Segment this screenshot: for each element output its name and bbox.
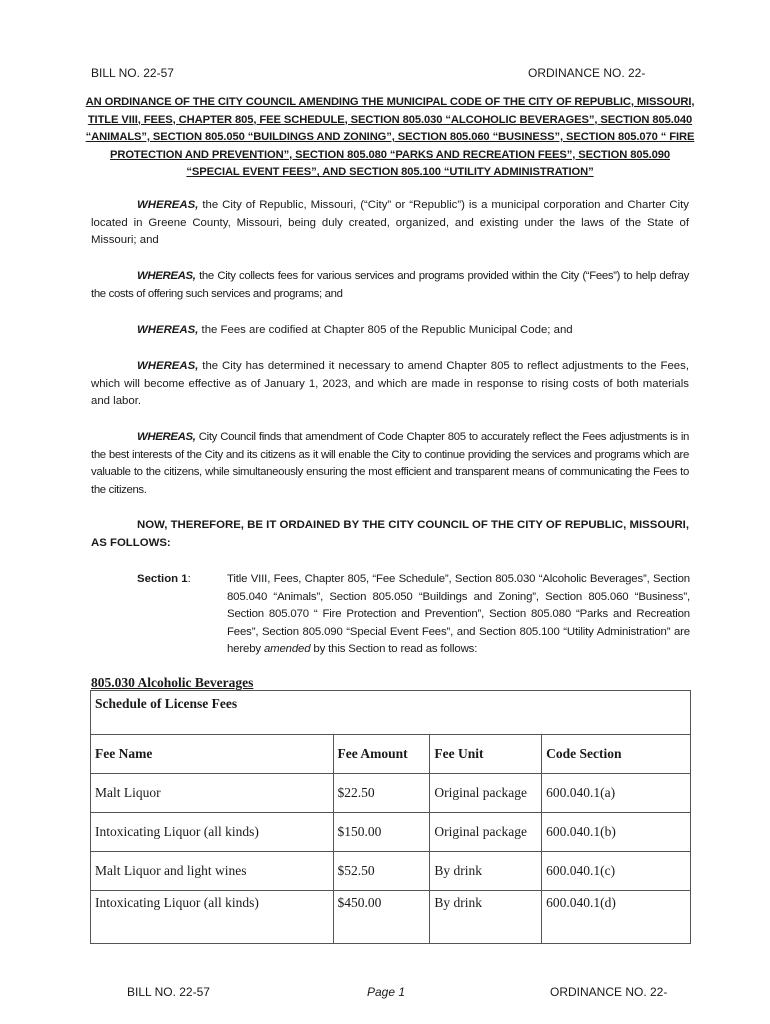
column-header-fee-amount: Fee Amount bbox=[333, 735, 430, 774]
section-1-emphasis: amended bbox=[263, 643, 311, 656]
code-section-cell: 600.040.1(a) bbox=[542, 774, 691, 813]
table-row bbox=[91, 852, 691, 891]
section-1-text-before: Title VIII, Fees, Chapter 805, “Fee Schedule”, Section 805.030 “Alcoholic Beverages”, Section 805.040 “Animals”, Section 805.050 “Buildings and Zoning”, Section 805.060 “Business”, Section 805.070 “ Fire Protection and Prevention”, Section 805.080 “Parks and Recreation Fees”, Section 805.090 “Special Event Fees”, and Section 805.100 “Utility Administration” are hereby bbox=[227, 573, 690, 656]
code-section-cell: 600.040.1(c) bbox=[542, 852, 691, 891]
footer-page-number: Page 1 bbox=[367, 985, 406, 999]
license-fee-table bbox=[90, 690, 691, 944]
footer-ordinance-number: ORDINANCE NO. 22- bbox=[550, 985, 668, 999]
column-header-fee-name: Fee Name bbox=[91, 735, 334, 774]
fee-unit-cell: By drink bbox=[430, 891, 542, 944]
fee-amount-cell: $450.00 bbox=[333, 891, 430, 944]
ordinance-title: AN ORDINANCE OF THE CITY COUNCIL AMENDING THE MUNICIPAL CODE OF THE CITY OF REPUBLIC, MISSOURI, TITLE VIII, FEES, CHAPTER 805, FEE SCHEDULE, SECTION 805.030 “ALCOHOLIC BEVERAGES”, SECTION 805.040 “ANIMALS”, SECTION 805.050 “BUILDINGS AND ZONING”, SECTION 805.060 “BUSINESS”, SECTION 805.070 “ FIRE PROTECTION AND PREVENTION”, SECTION 805.080 “PARKS AND RECREATION FEES”, SECTION 805.090 “SPECIAL EVENT FEES”, AND SECTION 805.100 “UTILITY ADMINISTRATION” bbox=[85, 96, 695, 179]
section-1-text-after: by this Section to read as follows: bbox=[310, 643, 478, 656]
fee-amount-cell: $150.00 bbox=[333, 813, 430, 852]
column-header-code-section: Code Section bbox=[542, 735, 691, 774]
table-row bbox=[91, 813, 691, 852]
whereas-lead: WHEREAS, bbox=[137, 324, 199, 336]
fee-section-heading: 805.030 Alcoholic Beverages bbox=[91, 675, 254, 690]
header-ordinance-number: ORDINANCE NO. 22- bbox=[528, 66, 646, 80]
whereas-text: the City collects fees for various services and programs provided within the City (“Fees”) to help defray the costs of offering such services and programs; and bbox=[91, 270, 689, 300]
whereas-lead: WHEREAS, bbox=[137, 199, 199, 211]
ordained-text: NOW, THEREFORE, BE IT ORDAINED BY THE CITY COUNCIL OF THE CITY OF REPUBLIC, MISSOURI, AS FOLLOWS: bbox=[91, 519, 689, 549]
whereas-paragraph-2 bbox=[91, 268, 689, 303]
fee-amount-cell: $52.50 bbox=[333, 852, 430, 891]
whereas-text: the City of Republic, Missouri, (“City” or “Republic”) is a municipal corporation and Charter City located in Greene County, Missouri, being duly created, organized, and existing under the laws of the State of Missouri; and bbox=[91, 199, 689, 247]
whereas-paragraph-4 bbox=[91, 358, 689, 411]
whereas-text: City Council finds that amendment of Code Chapter 805 to accurately reflect the Fees adjustments is in the best interests of the City and its citizens as it will enable the City to continue providing the services and programs which are valuable to the citizens, while simultaneously ensuring the most efficient and transparent means of communicating the Fees to the citizens. bbox=[91, 431, 689, 496]
footer-bill-number: BILL NO. 22-57 bbox=[127, 985, 210, 999]
table-caption-row bbox=[91, 691, 691, 735]
fee-unit-cell: Original package bbox=[430, 813, 542, 852]
code-section-cell: 600.040.1(b) bbox=[542, 813, 691, 852]
table-caption: Schedule of License Fees bbox=[91, 691, 691, 735]
code-section-cell: 600.040.1(d) bbox=[542, 891, 691, 944]
table-row bbox=[91, 891, 691, 944]
whereas-text: the Fees are codified at Chapter 805 of the Republic Municipal Code; and bbox=[198, 324, 573, 336]
fee-name-cell: Intoxicating Liquor (all kinds) bbox=[91, 891, 334, 944]
fee-name-cell: Malt Liquor and light wines bbox=[91, 852, 334, 891]
whereas-lead: WHEREAS, bbox=[137, 431, 196, 443]
whereas-paragraph-3 bbox=[91, 322, 689, 340]
whereas-paragraph-5 bbox=[91, 429, 689, 499]
column-header-fee-unit: Fee Unit bbox=[430, 735, 542, 774]
whereas-paragraph-1 bbox=[91, 197, 689, 250]
table-row bbox=[91, 774, 691, 813]
whereas-lead: WHEREAS, bbox=[137, 270, 196, 282]
whereas-text: the City has determined it necessary to amend Chapter 805 to reflect adjustments to the Fees, which will become effective as of January 1, 2023, and which are made in response to rising costs of both materials and labor. bbox=[91, 360, 689, 408]
section-1-text bbox=[227, 571, 690, 659]
fee-name-cell: Malt Liquor bbox=[91, 774, 334, 813]
fee-unit-cell: By drink bbox=[430, 852, 542, 891]
fee-name-cell: Intoxicating Liquor (all kinds) bbox=[91, 813, 334, 852]
section-1-label bbox=[137, 571, 191, 589]
fee-amount-cell: $22.50 bbox=[333, 774, 430, 813]
whereas-lead: WHEREAS, bbox=[137, 360, 199, 372]
section-1-colon: : bbox=[187, 573, 191, 585]
ordained-clause bbox=[91, 517, 689, 552]
fee-unit-cell: Original package bbox=[430, 774, 542, 813]
table-header-row bbox=[91, 735, 691, 774]
section-1-label-text: Section 1 bbox=[137, 573, 188, 585]
header-bill-number: BILL NO. 22-57 bbox=[91, 66, 174, 80]
